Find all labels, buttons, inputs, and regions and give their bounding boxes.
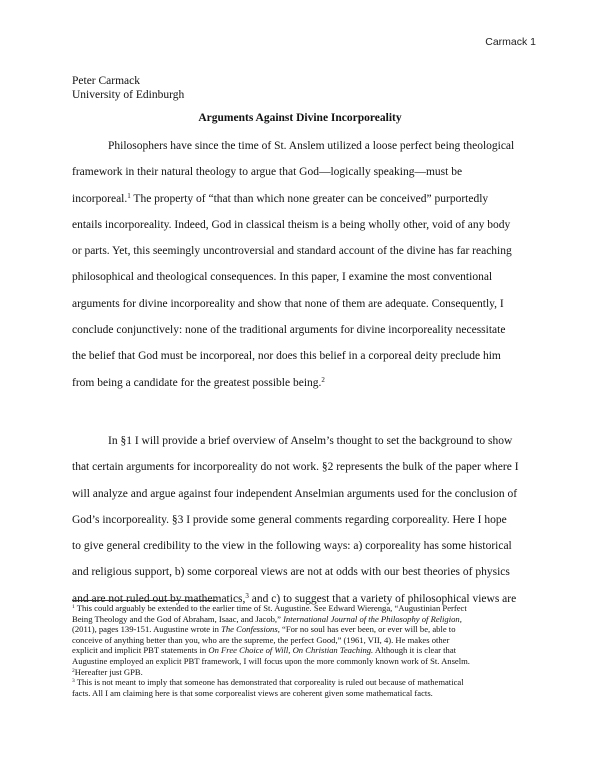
footnote-text: (2011), pages 139-151. Augustine wrote in [72,624,219,635]
text-line [72,370,528,396]
text-segment: and are not ruled out by mathematics, [72,592,246,605]
text-segment: and c) to suggest that a variety of philosophical views are [251,592,517,605]
footnote-1-line [72,614,532,625]
text-line: framework in their natural theology to argue that God—logically speaking—must be [72,166,463,179]
text-line: Philosophers have since the time of St. Anslem utilized a loose perfect being theological [108,140,515,152]
text-line: entails incorporeality. Indeed, God in classical theism is a being wholly other, void of any body [72,218,511,231]
footnote-number: 1 [72,604,75,610]
book-title: The Confessions [221,624,278,635]
author-name: Peter Carmack [72,75,141,87]
text-line: and religious support, b) some corporeal views are not at odds with our best theories of physics [72,566,510,579]
text-segment: incorporeal. [72,192,128,205]
footnote-text: explicit and implicit PBT statements in [72,645,207,656]
footnote-1-line [72,624,532,635]
paper-title: Arguments Against Divine Incorporeality [198,112,402,124]
text-line: God’s incorporeality. §3 I provide some general comments regarding corporeality. Here I hope [72,513,507,526]
footnote-text: Hereafter just GPB. [74,666,143,677]
text-line: arguments for divine incorporeality and show that none of them are adequate. Consequently, I [72,297,504,310]
text-line: In §1 I will provide a brief overview of Anselm’s thought to set the background to show [108,435,513,447]
text-segment: from being a candidate for the greatest possible being. [72,376,322,389]
paragraph-2 [72,428,528,612]
footnote-number: 3 [72,678,75,685]
paragraph-1 [72,133,528,396]
text-line: conclude conjunctively: none of the traditional arguments for divine incorporeality necessitate [72,324,506,337]
footnotes [72,603,532,698]
footnote-mark-3[interactable]: 3 [245,591,249,600]
text-line: that certain arguments for incorporeality do not work. §2 represents the bulk of the paper where I [72,461,519,474]
footnote-3-line [72,677,532,688]
footnote-number: 2 [72,667,75,674]
footnote-text: Although it is clear that [374,645,457,656]
text-segment: The property of “that than which none greater can be conceived” purportedly [133,192,489,205]
footnote-mark-2[interactable]: 2 [321,375,325,384]
footnote-mark-1[interactable]: 1 [127,191,131,200]
footnote-1-line [72,645,532,656]
text-line: or parts. Yet, this seemingly uncontroversial and standard account of the divine has far reaching [72,245,512,258]
footnote-2-line [72,667,532,678]
footnote-3-line: facts. All I am claiming here is that some corporealist views are coherent given some mathematical facts. [72,687,433,698]
footnote-text: This could arguably be extended to the earlier time of St. Augustine. See Edward Wierenga, “Augustinian Perfect [76,603,467,613]
running-head: Carmack 1 [485,36,536,48]
footnote-1-line: conceive of anything better than you, who are the supreme, the perfect Good,” (1961, VII, 4). He makes other [72,634,450,645]
footnote-separator [72,600,216,601]
author-affiliation: University of Edinburgh [72,89,185,101]
book-title: On Christian Teaching. [292,645,374,656]
footnote-text: , “For no soul has ever been, or ever will be, able to [277,624,456,635]
author-block [72,74,184,102]
footnote-1-line [72,603,532,614]
footnote-text: , [288,645,291,656]
footnote-text: Being Theology and the God of Abraham, Isaac, and Jacob,” [72,613,281,624]
text-line: the belief that God must be incorporeal, nor does this belief in a corporeal deity preclude him [72,350,501,363]
footnote-text: This is not meant to imply that someone has demonstrated that corporeality is ruled out because of mathematical [76,677,464,688]
book-title: On Free Choice of Will [208,645,289,656]
text-line: to give general credibility to the view in the following ways: a) corporeality has some historical [72,540,512,553]
journal-title: International Journal of the Philosophy of Religion, [283,613,462,624]
footnote-1-line: Augustine employed an explicit PBT framework, I will focus upon the more commonly known work of St. Anselm. [72,655,470,666]
text-line: philosophical and theological consequences. In this paper, I examine the most conventional [72,271,493,284]
text-line: will analyze and argue against four independent Anselmian arguments used for the conclusion of [72,487,518,500]
text-line [72,186,528,212]
